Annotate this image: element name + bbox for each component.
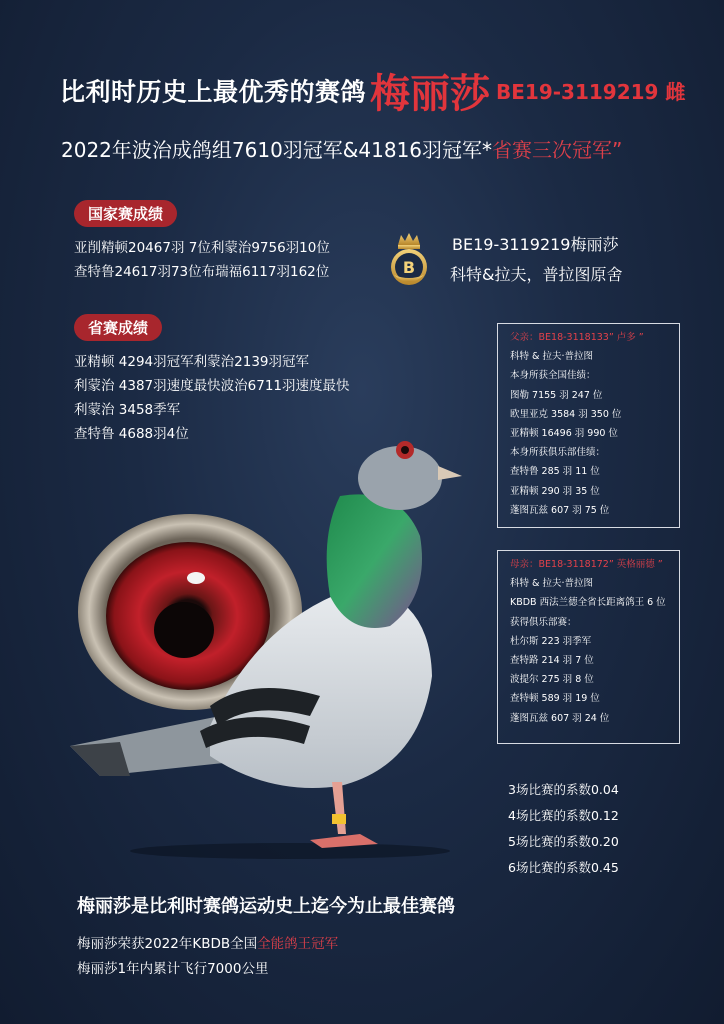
distance-text: 梅丽莎1年内累计飞行7000公里 bbox=[77, 961, 269, 977]
conclusion-text: 梅丽莎是比利时赛鸽运动史上迄今为止最佳赛鸽 bbox=[77, 896, 455, 917]
award-prefix: 梅丽莎荣获2022年KBDB全国 bbox=[77, 936, 258, 952]
result-line: 查特鲁24617羽73位布瑞福6117羽162位 bbox=[74, 264, 330, 280]
bird-ring-number: BE19-3119219梅丽莎 bbox=[452, 235, 619, 254]
coefficients-list bbox=[508, 777, 619, 881]
headline-ring-number: BE19-3119219 雌 bbox=[496, 80, 686, 104]
pedigree-line: KBDB 西法兰德全省长距离鸽王 6 位 bbox=[510, 597, 666, 609]
result-line: 亚削精顿20467羽 7位利蒙治9756羽10位 bbox=[74, 240, 330, 256]
pedigree-line: 查特鲁 285 羽 11 位 bbox=[510, 466, 600, 478]
pedigree-line: 获得俱乐部赛： bbox=[510, 616, 577, 628]
coefficient-line: 6场比赛的系数0.45 bbox=[508, 860, 619, 875]
subheadline-text: 2022年波治成鸽组7610羽冠军&41816羽冠军* bbox=[61, 138, 493, 162]
result-line: 利蒙治 4387羽速度最快波治6711羽速度最快 bbox=[74, 378, 350, 394]
pedigree-line: 查特顿 589 羽 19 位 bbox=[510, 693, 600, 705]
sire-header: 父亲：BE18-3118133” 卢多 ” bbox=[510, 332, 644, 343]
pedigree-line: 波提尔 275 羽 8 位 bbox=[510, 674, 594, 686]
provincial-results-tag: 省赛成绩 bbox=[74, 314, 162, 341]
pigeon-image bbox=[60, 426, 480, 866]
result-line: 查特鲁 4688羽4位 bbox=[74, 426, 189, 442]
subheadline bbox=[61, 134, 721, 163]
crown-b-logo-icon bbox=[386, 231, 432, 287]
award-highlight: 全能鸽王冠军 bbox=[257, 936, 339, 952]
result-line: 利蒙治 3458季军 bbox=[74, 402, 181, 418]
sire-pedigree-box bbox=[497, 323, 680, 528]
national-results-tag: 国家赛成绩 bbox=[74, 200, 177, 227]
headline bbox=[60, 62, 720, 117]
subheadline-highlight: 省赛三次冠军” bbox=[492, 138, 623, 162]
logo-letter: B bbox=[402, 258, 416, 277]
pedigree-line: 欧里亚克 3584 羽 350 位 bbox=[510, 408, 622, 420]
pedigree-line: 本身所获俱乐部佳绩： bbox=[510, 447, 606, 459]
national-results-list bbox=[74, 236, 330, 284]
pedigree-line: 科特 & 拉夫·普拉图 bbox=[510, 578, 593, 590]
pedigree-line: 查特路 214 羽 7 位 bbox=[510, 655, 594, 667]
pedigree-line: 蓬图瓦兹 607 羽 24 位 bbox=[510, 712, 610, 724]
dam-header: 母亲：BE18-3118172” 英格丽德 ” bbox=[510, 559, 663, 570]
pedigree-line: 图勒 7155 羽 247 位 bbox=[510, 389, 603, 401]
coefficient-line: 4场比赛的系数0.12 bbox=[508, 808, 619, 823]
dam-pedigree-box bbox=[497, 550, 680, 744]
pedigree-line: 蓬图瓦兹 607 羽 75 位 bbox=[510, 504, 610, 516]
coefficient-line: 3场比赛的系数0.04 bbox=[508, 782, 619, 797]
result-line: 亚精顿 4294羽冠军利蒙治2139羽冠军 bbox=[74, 354, 310, 370]
headline-text: 比利时历史上最优秀的赛鸽 bbox=[60, 77, 367, 107]
pedigree-line: 杜尔斯 223 羽季军 bbox=[510, 635, 592, 647]
pedigree-line: 亚精顿 16496 羽 990 位 bbox=[510, 428, 618, 440]
pedigree-line: 本身所获全国佳绩： bbox=[510, 370, 596, 382]
pigeon-name: 梅丽莎 bbox=[370, 71, 491, 117]
national-results-section bbox=[74, 200, 330, 284]
pedigree-line: 亚精顿 290 羽 35 位 bbox=[510, 485, 600, 497]
award-text bbox=[77, 932, 338, 952]
pedigree-line: 科特 & 拉夫·普拉图 bbox=[510, 351, 593, 363]
bird-breeder: 科特&拉夫，普拉图原舍 bbox=[450, 265, 623, 284]
coefficient-line: 5场比赛的系数0.20 bbox=[508, 834, 619, 849]
